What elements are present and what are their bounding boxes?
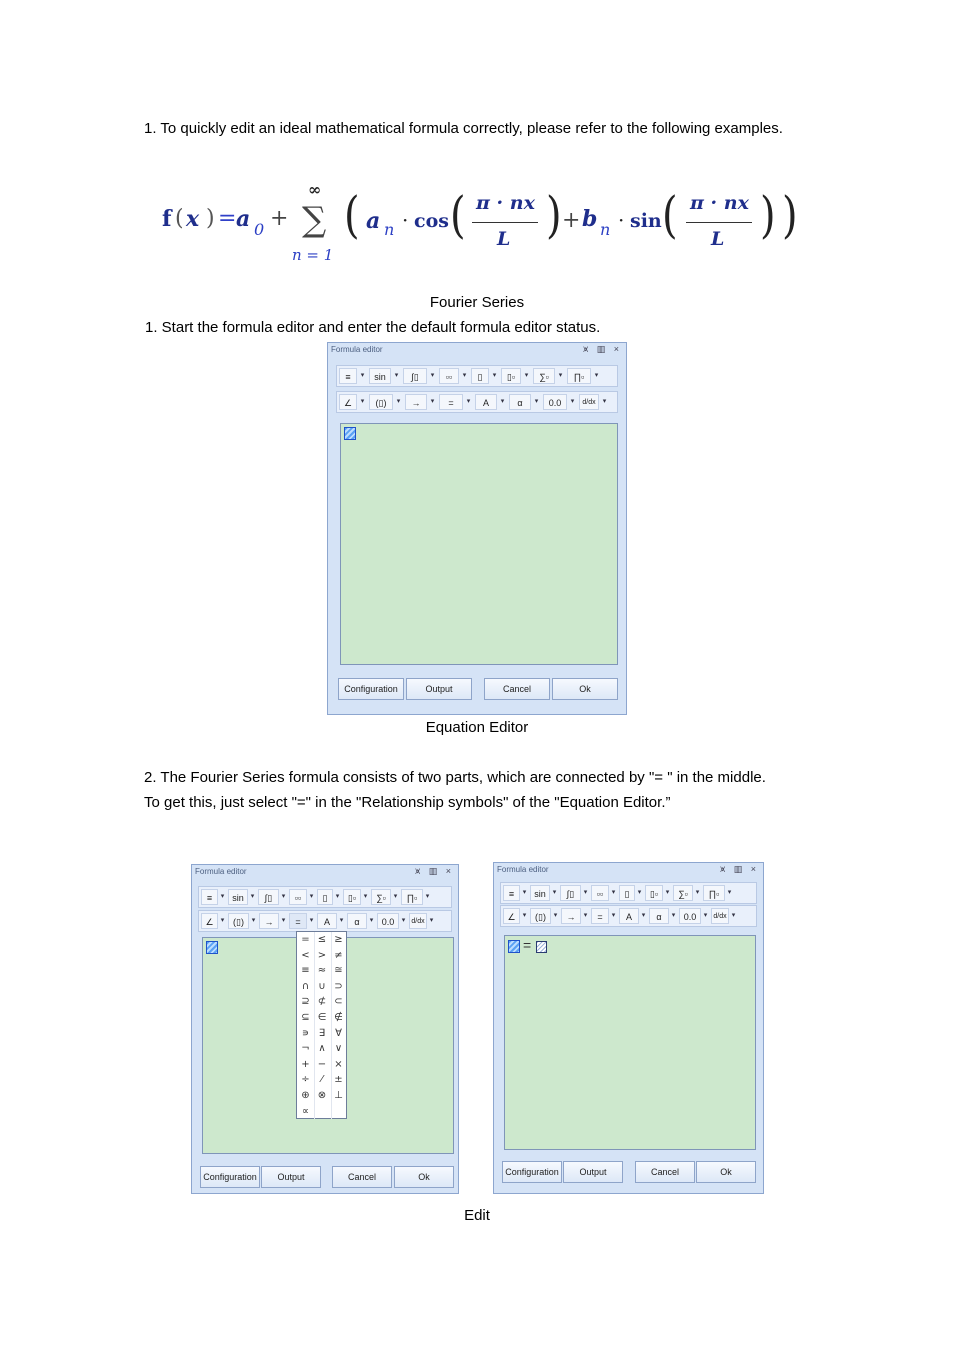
relation-symbol-option[interactable]: ∍ <box>297 1026 315 1042</box>
chevron-down-icon[interactable]: ▾ <box>430 398 435 405</box>
ok-button[interactable]: Ok <box>696 1161 756 1183</box>
output-button[interactable]: Output <box>261 1166 321 1188</box>
configuration-button[interactable]: Configuration <box>338 678 404 700</box>
formula-editor-window-result <box>493 862 764 1194</box>
toolbar-row-2 <box>198 910 452 932</box>
relation-symbol-option[interactable]: ≅ <box>334 965 343 977</box>
script-template-button[interactable]: ▯▫ <box>343 889 361 905</box>
formula-dot1: · <box>402 208 409 232</box>
relation-symbol-option[interactable]: ≥ <box>334 934 343 945</box>
formula-f: f <box>162 206 172 232</box>
chevron-down-icon[interactable]: ▾ <box>602 398 607 405</box>
relation-symbol-option[interactable]: ∉ <box>334 1012 343 1023</box>
formula-subn2: n <box>600 220 611 239</box>
integral-template-button[interactable]: ∫▯ <box>560 885 581 901</box>
formula-an: a <box>366 208 381 234</box>
chevron-down-icon[interactable]: ▾ <box>220 893 225 900</box>
formula-cos-rparen: ) <box>545 186 562 244</box>
formula-sub0: 0 <box>254 220 265 239</box>
greek-letters-button[interactable]: α <box>509 394 531 410</box>
chevron-down-icon[interactable]: ▾ <box>401 917 406 924</box>
relation-symbol-option <box>330 1104 347 1120</box>
chevron-down-icon[interactable]: ▾ <box>309 917 314 924</box>
arrows-button[interactable]: → <box>561 908 581 924</box>
step2-line2: To get this, just select "=" in the "Relationship symbols" of the "Equation Editor.” <box>144 794 671 811</box>
formula-fraction-bar2 <box>686 222 752 223</box>
fourier-formula <box>150 180 810 272</box>
chevron-down-icon[interactable]: ▾ <box>583 912 588 919</box>
formula-bn: b <box>582 206 598 232</box>
chevron-down-icon[interactable]: ▾ <box>727 889 732 896</box>
formula-cos-lparen: ( <box>449 186 466 244</box>
sum-template-button[interactable]: ∑▫ <box>371 889 391 905</box>
formula-cos: cos <box>414 210 449 232</box>
formula-editor-window <box>327 342 627 715</box>
chevron-down-icon[interactable]: ▾ <box>522 912 527 919</box>
chevron-down-icon[interactable]: ▾ <box>522 889 527 896</box>
formula-canvas[interactable] <box>340 423 618 665</box>
output-button[interactable]: Output <box>406 678 472 700</box>
chevron-down-icon[interactable]: ▾ <box>360 398 365 405</box>
chevron-down-icon[interactable]: ▾ <box>570 398 575 405</box>
angle-symbols-button[interactable]: ∠ <box>201 913 218 929</box>
greek-letters-button[interactable]: α <box>649 908 669 924</box>
formula-denominator1: L <box>497 228 511 250</box>
spacing-template-button[interactable]: ▫▫ <box>289 889 307 905</box>
formula-lower-limit: n = 1 <box>292 246 334 264</box>
chevron-down-icon[interactable]: ▾ <box>335 893 340 900</box>
chevron-down-icon[interactable]: ▾ <box>552 889 557 896</box>
cancel-button[interactable]: Cancel <box>332 1166 392 1188</box>
formula-plus: + <box>270 206 289 231</box>
accent-template-button[interactable]: ▯ <box>619 885 635 901</box>
letters-button[interactable]: A <box>317 913 337 929</box>
relation-symbol-option[interactable]: ⊗ <box>314 1088 332 1104</box>
ok-button[interactable]: Ok <box>552 678 618 700</box>
formula-numerator2: π · nx <box>690 192 749 214</box>
function-template-button[interactable]: sin <box>228 889 248 905</box>
relation-symbol-option[interactable]: ⊥ <box>334 1090 343 1101</box>
chevron-down-icon[interactable]: ▾ <box>396 398 401 405</box>
brackets-button[interactable]: (▯) <box>369 394 393 410</box>
relation-symbol-option[interactable]: ≡ <box>297 963 315 979</box>
relation-symbol-option[interactable]: ¬ <box>297 1041 315 1057</box>
step2-line1: 2. The Fourier Series formula consists of two parts, which are connected by "= " in the middle. <box>144 769 766 786</box>
relationship-symbols-dropdown <box>296 931 347 1119</box>
formula-a0: a <box>236 206 251 232</box>
function-template-button[interactable]: sin <box>530 885 550 901</box>
letters-button[interactable]: A <box>619 908 639 924</box>
formula-dot2: · <box>618 208 625 232</box>
relation-symbol-option[interactable]: − <box>314 1057 332 1073</box>
relation-symbol-option[interactable]: ± <box>334 1074 343 1086</box>
chevron-down-icon[interactable]: ▾ <box>611 889 616 896</box>
chevron-down-icon[interactable]: ▾ <box>466 398 471 405</box>
chevron-down-icon[interactable]: ▾ <box>611 912 616 919</box>
chevron-down-icon[interactable]: ▾ <box>429 917 434 924</box>
formula-infinity: ∞ <box>308 180 322 199</box>
integral-template-button[interactable]: ∫▯ <box>258 889 279 905</box>
chevron-down-icon[interactable]: ▾ <box>369 917 374 924</box>
relation-symbol-option[interactable]: ⊃ <box>334 980 343 992</box>
relation-symbol-option[interactable]: ⁄ <box>314 1072 332 1088</box>
chevron-down-icon[interactable]: ▾ <box>594 372 599 379</box>
formula-rparen: ) <box>206 206 215 231</box>
toolbar-row-1 <box>198 886 452 908</box>
accent-template-button[interactable]: ▯ <box>471 368 489 384</box>
input-slot-selected[interactable] <box>508 940 520 953</box>
formula-sin: sin <box>630 210 662 232</box>
spacing-template-button[interactable]: ▫▫ <box>591 885 609 901</box>
chevron-down-icon[interactable]: ▾ <box>553 912 558 919</box>
chevron-down-icon[interactable]: ▾ <box>425 893 430 900</box>
function-template-button[interactable]: sin <box>369 368 391 384</box>
script-template-button[interactable]: ▯▫ <box>501 368 521 384</box>
toolbar-row-2 <box>500 905 757 927</box>
chevron-down-icon[interactable]: ▾ <box>524 372 529 379</box>
formula-big-lparen: ( <box>343 186 360 244</box>
relation-symbol-option[interactable]: × <box>334 1058 343 1070</box>
relation-symbol-option[interactable]: ∝ <box>297 1104 315 1120</box>
chevron-down-icon[interactable]: ▾ <box>731 912 736 919</box>
relation-symbol-option[interactable]: ÷ <box>297 1072 315 1088</box>
chevron-down-icon[interactable]: ▾ <box>430 372 435 379</box>
relation-symbol-option[interactable]: ∩ <box>297 979 315 995</box>
chevron-down-icon[interactable]: ▾ <box>583 889 588 896</box>
equals-sign: = <box>523 937 532 953</box>
number-format-button[interactable]: 0.0 <box>679 908 701 924</box>
formula-plus2: + <box>562 208 581 233</box>
fraction-template-button[interactable]: ≡ <box>339 368 357 384</box>
relation-symbol-option[interactable]: = <box>297 932 315 948</box>
formula-editor-window-dropdown <box>191 864 459 1194</box>
relation-symbol-option[interactable]: < <box>297 948 315 964</box>
caption-editor: Equation Editor <box>425 719 529 736</box>
chevron-down-icon[interactable]: ▾ <box>492 372 497 379</box>
chevron-down-icon[interactable]: ▾ <box>281 917 286 924</box>
cancel-button[interactable]: Cancel <box>635 1161 695 1183</box>
product-template-button[interactable]: ∏▫ <box>567 368 591 384</box>
chevron-down-icon[interactable]: ▾ <box>220 917 225 924</box>
chevron-down-icon[interactable]: ▾ <box>637 889 642 896</box>
chevron-down-icon[interactable]: ▾ <box>363 893 368 900</box>
relation-symbol-option[interactable]: ⊇ <box>297 994 315 1010</box>
chevron-down-icon[interactable]: ▾ <box>671 912 676 919</box>
chevron-down-icon[interactable]: ▾ <box>339 917 344 924</box>
relation-symbol-option[interactable]: ≠ <box>334 949 343 961</box>
number-format-button[interactable]: 0.0 <box>543 394 567 410</box>
fraction-template-button[interactable]: ≡ <box>201 889 218 905</box>
chevron-down-icon[interactable]: ▾ <box>703 912 708 919</box>
arrows-button[interactable]: → <box>259 913 279 929</box>
window-controls-icon[interactable]: ⩙ ▥ × <box>583 344 622 354</box>
window-controls-icon[interactable]: ⩙ ▥ × <box>415 866 454 876</box>
relationship-symbols-button[interactable]: = <box>591 908 609 924</box>
formula-x: x <box>186 206 200 232</box>
input-slot-selected[interactable] <box>206 941 218 954</box>
window-title: Formula editor <box>331 345 383 354</box>
relation-symbol-option[interactable]: ∨ <box>334 1043 343 1055</box>
chevron-down-icon[interactable]: ▾ <box>360 372 365 379</box>
angle-symbols-button[interactable]: ∠ <box>339 394 357 410</box>
output-button[interactable]: Output <box>563 1161 623 1183</box>
formula-denominator2: L <box>711 228 725 250</box>
product-template-button[interactable]: ∏▫ <box>401 889 423 905</box>
formula-canvas[interactable] <box>504 935 756 1150</box>
relation-symbol-option <box>314 1104 332 1120</box>
formula-subn: n <box>384 220 395 239</box>
chevron-down-icon[interactable]: ▾ <box>250 893 255 900</box>
sum-template-button[interactable]: ∑▫ <box>673 885 693 901</box>
spacing-template-button[interactable]: ▫▫ <box>439 368 459 384</box>
chevron-down-icon[interactable]: ▾ <box>309 893 314 900</box>
relation-symbol-option[interactable]: + <box>297 1057 315 1073</box>
relationship-symbols-button-active[interactable]: = <box>289 913 307 929</box>
relation-symbol-option[interactable]: ⊆ <box>297 1010 315 1026</box>
angle-symbols-button[interactable]: ∠ <box>503 908 520 924</box>
ok-button[interactable]: Ok <box>394 1166 454 1188</box>
relation-symbol-option[interactable]: ∃ <box>314 1026 332 1042</box>
derivative-button[interactable]: d/dx <box>579 394 599 410</box>
relationship-symbols-button[interactable]: = <box>439 394 463 410</box>
integral-template-button[interactable]: ∫▯ <box>403 368 427 384</box>
script-template-button[interactable]: ▯▫ <box>645 885 663 901</box>
formula-numerator1: π · nx <box>476 192 535 214</box>
window-controls-icon[interactable]: ⩙ ▥ × <box>720 864 759 874</box>
cancel-button[interactable]: Cancel <box>484 678 550 700</box>
formula-equals: = <box>218 206 237 231</box>
chevron-down-icon[interactable]: ▾ <box>393 893 398 900</box>
chevron-down-icon[interactable]: ▾ <box>251 917 256 924</box>
brackets-button[interactable]: (▯) <box>530 908 551 924</box>
relation-symbol-option[interactable]: ≈ <box>314 963 332 979</box>
chevron-down-icon[interactable]: ▾ <box>500 398 505 405</box>
formula-sin-rparen: ) <box>759 186 776 244</box>
derivative-button[interactable]: d/dx <box>409 913 427 929</box>
relation-symbol-option[interactable]: ⊂ <box>334 996 343 1008</box>
chevron-down-icon[interactable]: ▾ <box>558 372 563 379</box>
fraction-template-button[interactable]: ≡ <box>503 885 520 901</box>
window-title: Formula editor <box>195 867 247 876</box>
configuration-button[interactable]: Configuration <box>502 1161 562 1183</box>
relation-symbol-option[interactable]: ∪ <box>314 979 332 995</box>
relation-symbol-option[interactable]: > <box>314 948 332 964</box>
chevron-down-icon[interactable]: ▾ <box>281 893 286 900</box>
window-title: Formula editor <box>497 865 549 874</box>
relation-symbol-option[interactable]: ∀ <box>335 1027 342 1039</box>
configuration-button[interactable]: Configuration <box>200 1166 260 1188</box>
relation-symbol-option[interactable]: ⊄ <box>314 994 332 1010</box>
input-slot-empty[interactable] <box>536 941 547 953</box>
step1-text: 1. Start the formula editor and enter the default formula editor status. <box>145 319 601 336</box>
chevron-down-icon[interactable]: ▾ <box>394 372 399 379</box>
formula-fraction-bar1 <box>472 222 538 223</box>
arrows-button[interactable]: → <box>405 394 427 410</box>
chevron-down-icon[interactable]: ▾ <box>695 889 700 896</box>
chevron-down-icon[interactable]: ▾ <box>665 889 670 896</box>
greek-letters-button[interactable]: α <box>347 913 367 929</box>
formula-big-rparen: ) <box>781 186 798 244</box>
product-template-button[interactable]: ∏▫ <box>703 885 725 901</box>
relation-symbol-option[interactable]: ≤ <box>314 932 332 948</box>
formula-sigma: ∑ <box>302 200 327 240</box>
relation-symbol-option[interactable]: ∈ <box>314 1010 332 1026</box>
accent-template-button[interactable]: ▯ <box>317 889 333 905</box>
formula-sin-lparen: ( <box>661 186 678 244</box>
number-format-button[interactable]: 0.0 <box>377 913 399 929</box>
caption-edit: Edit <box>464 1207 490 1224</box>
chevron-down-icon[interactable]: ▾ <box>462 372 467 379</box>
toolbar-row-2 <box>336 391 618 413</box>
caption-fourier: Fourier Series <box>429 294 525 311</box>
letters-button[interactable]: A <box>475 394 497 410</box>
chevron-down-icon[interactable]: ▾ <box>534 398 539 405</box>
toolbar-row-1 <box>500 882 757 904</box>
relation-symbol-option[interactable]: ∧ <box>314 1041 332 1057</box>
intro-text: 1. To quickly edit an ideal mathematical formula correctly, please refer to the following examples. <box>144 120 783 137</box>
formula-lparen: ( <box>175 206 184 231</box>
toolbar-row-1 <box>336 365 618 387</box>
chevron-down-icon[interactable]: ▾ <box>641 912 646 919</box>
derivative-button[interactable]: d/dx <box>711 908 729 924</box>
relation-symbol-option[interactable]: ⊕ <box>297 1088 315 1104</box>
brackets-button[interactable]: (▯) <box>228 913 249 929</box>
input-slot-selected[interactable] <box>344 427 356 440</box>
sum-template-button[interactable]: ∑▫ <box>533 368 555 384</box>
